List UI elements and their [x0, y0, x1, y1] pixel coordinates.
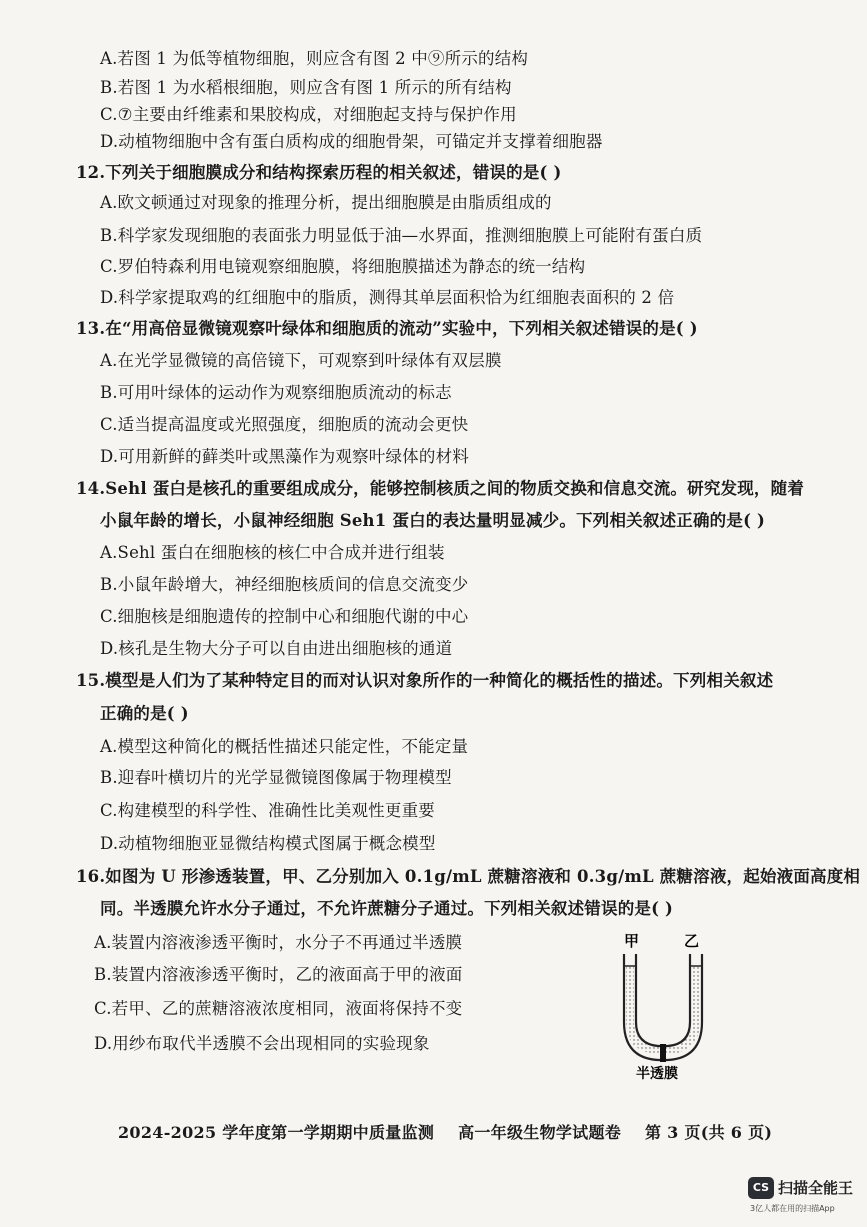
camscanner-logo-icon: CS [748, 1177, 774, 1199]
q11-option-d: D.动植物细胞中含有蛋白质构成的细胞骨架，可锚定并支撑着细胞器 [100, 132, 603, 151]
q11-option-b: B.若图 1 为水稻根细胞，则应含有图 1 所示的所有结构 [100, 78, 512, 97]
q15-stem-line2: 正确的是( ) [100, 704, 189, 723]
q11-option-a: A.若图 1 为低等植物细胞，则应含有图 2 中⑨所示的结构 [100, 49, 529, 68]
q15-stem-line1: 15.模型是人们为了某种特定目的而对认识对象所作的一种简化的概括性的描述。下列相关叙述 [76, 671, 774, 690]
q15-option-c: C.构建模型的科学性、准确性比美观性更重要 [100, 801, 435, 820]
q14-option-b: B.小鼠年龄增大，神经细胞核质间的信息交流变少 [100, 575, 469, 594]
tube-right-label: 乙 [684, 932, 700, 950]
q13-option-b: B.可用叶绿体的运动作为观察细胞质流动的标志 [100, 383, 452, 402]
q13-option-c: C.适当提高温度或光照强度，细胞质的流动会更快 [100, 415, 469, 434]
q12-option-b: B.科学家发现细胞的表面张力明显低于油—水界面，推测细胞膜上可能附有蛋白质 [100, 226, 703, 245]
q12-option-a: A.欧文顿通过对现象的推理分析，提出细胞膜是由脂质组成的 [100, 193, 552, 212]
q14-option-d: D.核孔是生物大分子可以自由进出细胞核的通道 [100, 639, 453, 658]
scanner-app-name: 扫描全能王 [778, 1179, 854, 1197]
q15-option-d: D.动植物细胞亚显微结构模式图属于概念模型 [100, 834, 436, 853]
scanner-tagline: 3亿人都在用的扫描App [750, 1204, 835, 1213]
q13-stem: 13.在“用高倍显微镜观察叶绿体和细胞质的流动”实验中，下列相关叙述错误的是( ) [76, 319, 698, 338]
q14-stem-line1: 14.Sehl 蛋白是核孔的重要组成成分，能够控制核质之间的物质交换和信息交流。研究发现，随着 [76, 479, 805, 498]
q16-stem-line2: 同。半透膜允许水分子通过，不允许蔗糖分子通过。下列相关叙述错误的是( ) [100, 899, 674, 918]
tube-left-label: 甲 [624, 932, 640, 950]
semipermeable-membrane [660, 1044, 666, 1062]
q16-option-c: C.若甲、乙的蔗糖溶液浓度相同，液面将保持不变 [94, 999, 463, 1018]
q14-stem-line2: 小鼠年龄的增长，小鼠神经细胞 Seh1 蛋白的表达量明显减少。下列相关叙述正确的是( ) [100, 511, 766, 530]
q15-option-b: B.迎春叶横切片的光学显微镜图像属于物理模型 [100, 768, 452, 787]
q12-stem: 12.下列关于细胞膜成分和结构探索历程的相关叙述，错误的是( ) [76, 163, 562, 182]
q15-option-a: A.模型这种简化的概括性描述只能定性，不能定量 [100, 737, 469, 756]
q13-option-d: D.可用新鲜的藓类叶或黑藻作为观察叶绿体的材料 [100, 447, 469, 466]
q11-option-c: C.⑦主要由纤维素和果胶构成，对细胞起支持与保护作用 [100, 105, 517, 124]
u-tube-osmosis-diagram [608, 930, 718, 1080]
exam-title: 2024-2025 学年度第一学期期中质量监测 [118, 1123, 435, 1142]
tube-inner-wall [636, 954, 690, 1046]
q13-option-a: A.在光学显微镜的高倍镜下，可观察到叶绿体有双层膜 [100, 351, 502, 370]
membrane-label: 半透膜 [636, 1066, 678, 1080]
q12-option-d: D.科学家提取鸡的红细胞中的脂质，测得其单层面积恰为红细胞表面积的 2 倍 [100, 288, 675, 307]
page-number: 第 3 页(共 6 页) [644, 1123, 773, 1142]
paper-title: 高一年级生物学试题卷 [458, 1123, 622, 1142]
q16-option-a: A.装置内溶液渗透平衡时，水分子不再通过半透膜 [94, 933, 463, 952]
q16-option-b: B.装置内溶液渗透平衡时，乙的液面高于甲的液面 [94, 965, 463, 984]
q16-option-d: D.用纱布取代半透膜不会出现相同的实验现象 [94, 1034, 430, 1053]
q14-option-c: C.细胞核是细胞遗传的控制中心和细胞代谢的中心 [100, 607, 469, 626]
page-footer [118, 1120, 790, 1143]
q16-stem-line1: 16.如图为 U 形渗透装置，甲、乙分别加入 0.1g/mL 蔗糖溶液和 0.3g/mL 蔗糖溶液，起始液面高度相 [76, 867, 861, 886]
scanner-watermark [748, 1175, 858, 1215]
q14-option-a: A.Sehl 蛋白在细胞核的核仁中合成并进行组装 [100, 543, 445, 562]
q12-option-c: C.罗伯特森利用电镜观察细胞膜，将细胞膜描述为静态的统一结构 [100, 257, 586, 276]
